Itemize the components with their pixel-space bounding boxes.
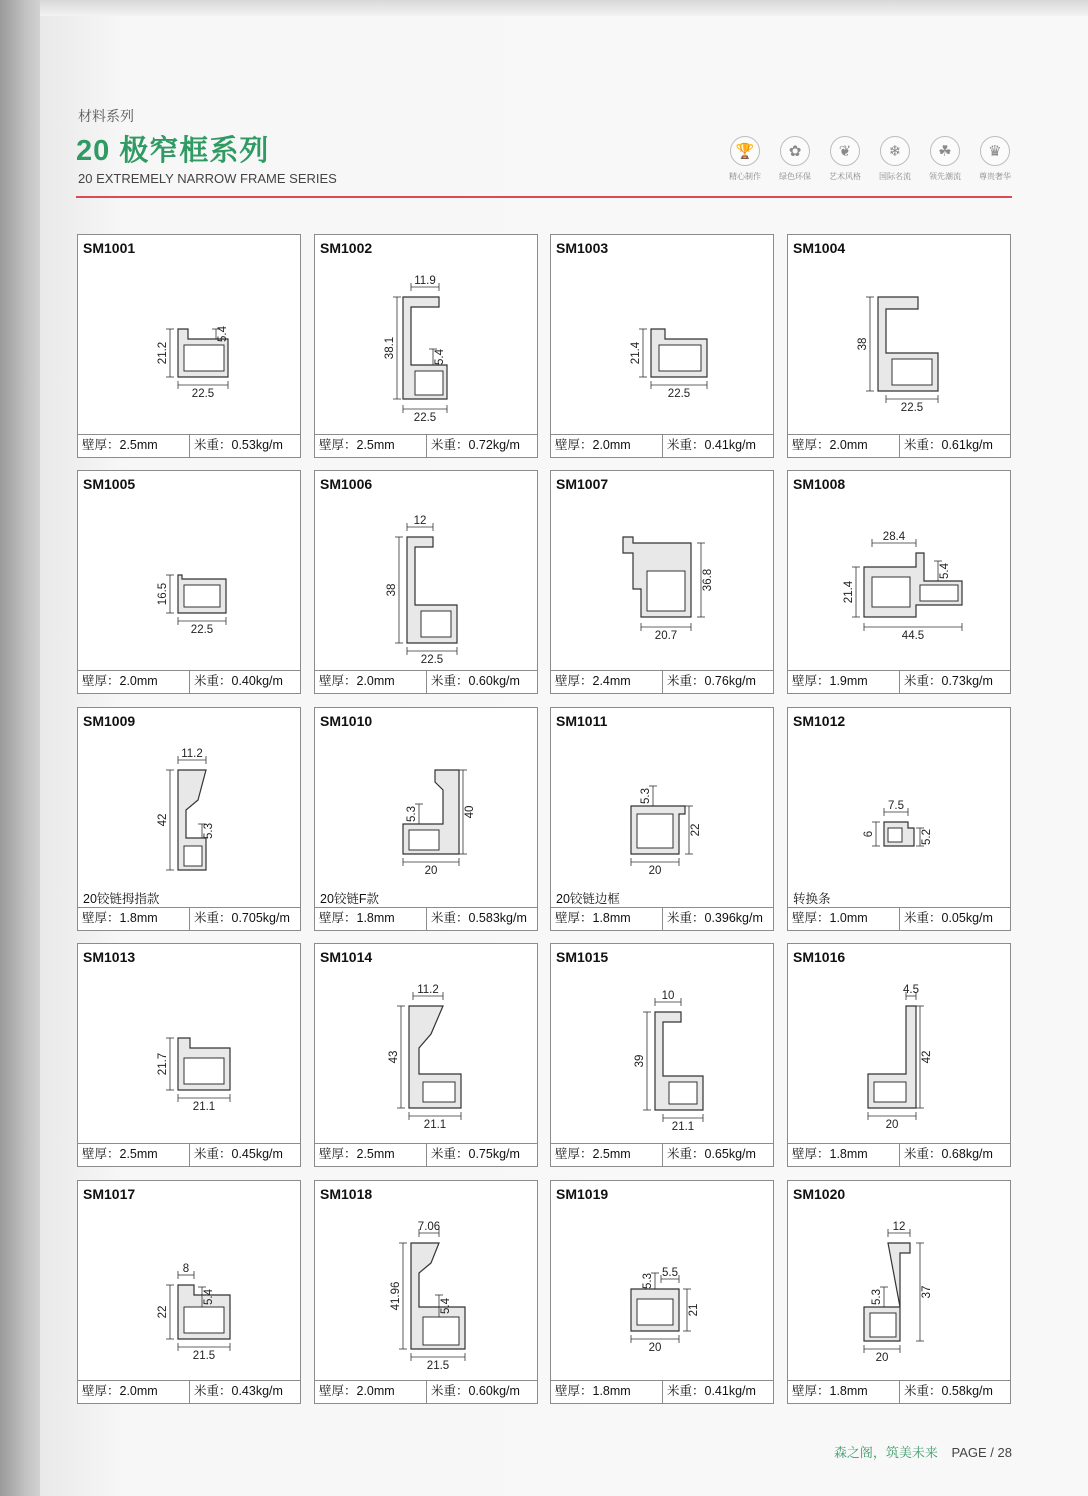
wall-thickness: 壁厚：1.8mm	[788, 1144, 900, 1166]
feature-6	[970, 136, 1020, 182]
footer-slogan: 森之阁，筑美未来	[833, 1445, 938, 1460]
dimension-label: 22.5	[667, 388, 691, 400]
dimension-label: 5.4	[939, 563, 951, 579]
spec-row	[78, 1380, 300, 1403]
product-code: SM1005	[83, 476, 136, 492]
wall-thickness: 壁厚：2.0mm	[78, 1381, 190, 1403]
product-code: SM1001	[83, 240, 136, 256]
product-code: SM1007	[556, 476, 609, 492]
profile-drawing	[78, 966, 302, 1124]
profile-chamber	[421, 611, 451, 637]
dimension-label: 11.2	[181, 748, 203, 760]
dimension-label: 21.2	[157, 341, 169, 365]
dimension-label: 22.5	[413, 412, 437, 424]
wall-thickness: 壁厚：1.9mm	[788, 671, 900, 693]
dimension-label: 40	[464, 805, 476, 819]
wall-thickness: 壁厚：1.8mm	[788, 1381, 900, 1403]
product-code: SM1009	[83, 713, 136, 729]
dimension-label: 11.9	[414, 275, 436, 287]
page-subtitle: 20 EXTREMELY NARROW FRAME SERIES	[78, 171, 337, 186]
spec-row	[315, 1380, 537, 1403]
meter-weight: 米重：0.583kg/m	[431, 911, 527, 925]
spec-row	[788, 434, 1010, 457]
product-card	[77, 1180, 301, 1404]
dimension-label: 22.5	[420, 654, 444, 666]
wall-thickness: 壁厚：2.5mm	[551, 1144, 663, 1166]
page-title: 20 极窄框系列	[76, 135, 270, 167]
product-card	[77, 707, 301, 931]
meter-weight: 米重：0.60kg/m	[431, 1384, 520, 1398]
spec-row	[788, 1143, 1010, 1166]
wall-thickness: 壁厚：2.5mm	[315, 435, 427, 457]
profile-chamber	[184, 846, 202, 866]
profile-chamber	[637, 814, 673, 848]
dimension-label: 10	[661, 990, 675, 1002]
feature-label: 国际名流	[879, 172, 911, 181]
meter-weight: 米重：0.41kg/m	[667, 1384, 756, 1398]
page-number: PAGE / 28	[951, 1445, 1012, 1460]
profile-chamber	[415, 371, 443, 395]
dimension-label: 22.5	[191, 388, 215, 400]
profile-drawing	[315, 257, 539, 424]
feature-1	[720, 136, 770, 182]
profile-drawing	[788, 730, 1012, 888]
product-card	[314, 234, 538, 458]
dimension-label: 43	[388, 1050, 400, 1064]
meter-weight: 米重：0.61kg/m	[904, 438, 993, 452]
profile-drawing	[551, 966, 775, 1133]
spec-row	[551, 670, 773, 693]
meter-weight: 米重：0.396kg/m	[667, 911, 763, 925]
dimension-label: 4.5	[903, 984, 919, 996]
spec-row	[78, 907, 300, 930]
dimension-label: 5.4	[203, 1289, 215, 1305]
page-top-shadow	[40, 0, 1088, 16]
dimension-label: 38	[386, 583, 398, 597]
profile-drawing	[78, 1203, 302, 1361]
dimension-label: 42	[157, 813, 169, 827]
dimension-label: 22.5	[900, 402, 924, 414]
dimension-label: 38.1	[384, 336, 396, 360]
meter-weight: 米重：0.73kg/m	[904, 674, 993, 688]
product-code: SM1014	[320, 949, 373, 965]
dimension-label: 21.1	[423, 1119, 447, 1131]
dimension-label: 8	[182, 1263, 190, 1275]
feature-label: 领先潮流	[929, 172, 961, 181]
spec-row	[788, 907, 1010, 930]
wall-thickness: 壁厚：2.0mm	[788, 435, 900, 457]
product-code: SM1011	[556, 713, 608, 729]
meter-weight: 米重：0.41kg/m	[667, 438, 756, 452]
dimension-label: 21.4	[630, 341, 642, 365]
product-card	[787, 707, 1011, 931]
product-card	[314, 707, 538, 931]
product-card	[550, 234, 774, 458]
feature-label: 精心制作	[729, 172, 761, 181]
meter-weight: 米重：0.705kg/m	[194, 911, 290, 925]
product-code: SM1015	[556, 949, 609, 965]
dimension-label: 5.2	[921, 829, 933, 845]
product-code: SM1012	[793, 713, 846, 729]
dimension-label: 21.4	[843, 580, 855, 604]
profile-chamber	[184, 1058, 224, 1084]
product-card	[550, 470, 774, 694]
profile-drawing	[788, 257, 1012, 415]
dimension-label: 20	[424, 865, 438, 877]
meter-weight: 米重：0.43kg/m	[194, 1384, 283, 1398]
product-code: SM1004	[793, 240, 846, 256]
product-card	[787, 234, 1011, 458]
dimension-label: 21.1	[671, 1121, 695, 1133]
dimension-label: 5.4	[434, 349, 446, 365]
dimension-label: 22	[690, 823, 702, 837]
product-card	[550, 943, 774, 1167]
dimension-label: 20.7	[654, 630, 678, 642]
dimension-label: 12	[413, 515, 427, 527]
dimension-label: 5.3	[406, 806, 418, 822]
meter-weight: 米重：0.60kg/m	[431, 674, 520, 688]
product-card	[314, 943, 538, 1167]
dimension-label: 39	[634, 1054, 646, 1068]
meter-weight: 米重：0.58kg/m	[904, 1384, 993, 1398]
profile-chamber	[659, 345, 701, 371]
wall-thickness: 壁厚：2.5mm	[78, 435, 190, 457]
feature-label: 艺术风格	[829, 172, 861, 181]
profile-drawing	[551, 1203, 775, 1361]
wall-thickness: 壁厚：2.5mm	[78, 1144, 190, 1166]
product-code: SM1018	[320, 1186, 373, 1202]
wall-thickness: 壁厚：1.0mm	[788, 908, 900, 930]
product-code: SM1016	[793, 949, 846, 965]
dimension-label: 5.4	[217, 326, 229, 342]
dimension-label: 5.3	[203, 823, 215, 839]
feature-label: 尊贵奢华	[979, 172, 1011, 181]
product-code: SM1002	[320, 240, 373, 256]
product-card	[787, 943, 1011, 1167]
profile-chamber	[892, 359, 932, 385]
profile-chamber	[888, 828, 902, 842]
spec-row	[551, 1380, 773, 1403]
header-divider	[76, 196, 1012, 198]
wall-thickness: 壁厚：1.8mm	[78, 908, 190, 930]
product-card	[787, 1180, 1011, 1404]
dimension-label: 21.7	[157, 1052, 169, 1076]
meter-weight: 米重：0.05kg/m	[904, 911, 993, 925]
dimension-label: 38	[857, 337, 869, 351]
dimension-label: 44.5	[901, 630, 925, 642]
product-code: SM1013	[83, 949, 136, 965]
product-card	[77, 470, 301, 694]
meter-weight: 米重：0.53kg/m	[194, 438, 283, 452]
spec-row	[788, 670, 1010, 693]
product-code: SM1010	[320, 713, 373, 729]
spec-row	[315, 670, 537, 693]
dimension-label: 5.3	[642, 1273, 654, 1289]
spec-row	[315, 907, 537, 930]
product-code: SM1008	[793, 476, 846, 492]
profile-drawing	[551, 257, 775, 415]
spec-row	[315, 1143, 537, 1166]
product-card	[314, 1180, 538, 1404]
profile-drawing	[788, 966, 1012, 1131]
dimension-label: 21.5	[192, 1350, 216, 1362]
spec-row	[78, 434, 300, 457]
spec-row	[551, 907, 773, 930]
product-card	[550, 1180, 774, 1404]
dimension-label: 20	[648, 865, 662, 877]
profile-chamber	[423, 1082, 455, 1102]
dimension-label: 11.2	[417, 984, 439, 996]
product-note: 20铰链拇指款	[83, 892, 160, 906]
dimension-label: 21.5	[426, 1360, 450, 1372]
wall-thickness: 壁厚：2.0mm	[315, 1381, 427, 1403]
profile-chamber	[872, 577, 910, 607]
profile-chamber	[870, 1313, 896, 1337]
product-card	[314, 470, 538, 694]
feature-label: 绿色环保	[779, 172, 811, 181]
meter-weight: 米重：0.65kg/m	[667, 1147, 756, 1161]
dimension-label: 42	[921, 1050, 933, 1064]
dimension-label: 41.96	[390, 1281, 402, 1311]
profile-drawing	[551, 730, 775, 888]
dimension-label: 16.5	[157, 582, 169, 606]
wall-thickness: 壁厚：2.5mm	[315, 1144, 427, 1166]
product-note: 转换条	[793, 892, 831, 906]
meter-weight: 米重：0.75kg/m	[431, 1147, 520, 1161]
meter-weight: 米重：0.76kg/m	[667, 674, 756, 688]
profile-drawing	[788, 493, 1012, 651]
dimension-label: 5.5	[662, 1267, 678, 1279]
product-note: 20铰链F款	[320, 892, 380, 906]
profile-drawing	[78, 257, 302, 415]
profile-chamber	[423, 1317, 459, 1345]
meter-weight: 米重：0.68kg/m	[904, 1147, 993, 1161]
dimension-label: 21	[688, 1303, 700, 1317]
dimension-label: 22	[157, 1305, 169, 1319]
product-card	[550, 707, 774, 931]
wall-thickness: 壁厚：2.4mm	[551, 671, 663, 693]
profile-chamber	[409, 830, 439, 850]
wall-thickness: 壁厚：2.0mm	[551, 435, 663, 457]
meter-weight: 米重：0.45kg/m	[194, 1147, 283, 1161]
product-note: 20铰链边框	[556, 892, 620, 906]
dimension-label: 21.1	[192, 1101, 216, 1113]
wall-thickness: 壁厚：1.8mm	[315, 908, 427, 930]
profile-drawing	[315, 966, 539, 1131]
feature-3	[820, 136, 870, 182]
product-code: SM1017	[83, 1186, 136, 1202]
dimension-label: 20	[648, 1342, 662, 1354]
product-code: SM1006	[320, 476, 373, 492]
profile-chamber	[874, 1082, 906, 1102]
spec-row	[315, 434, 537, 457]
dimension-label: 6	[863, 830, 875, 838]
spec-row	[551, 434, 773, 457]
profile-drawing	[315, 493, 539, 666]
dimension-label: 5.4	[440, 1298, 452, 1314]
product-card	[787, 470, 1011, 694]
dimension-label: 22.5	[190, 624, 214, 636]
profile-drawing	[551, 493, 775, 651]
profile-drawing	[788, 1203, 1012, 1364]
profile-chamber	[920, 585, 958, 601]
dimension-label: 28.4	[882, 531, 906, 543]
leaf-icon: ❦	[830, 136, 860, 166]
meter-weight: 米重：0.40kg/m	[194, 674, 283, 688]
dimension-label: 5.3	[640, 788, 652, 804]
product-card	[77, 943, 301, 1167]
page-footer	[834, 1442, 1012, 1461]
product-code: SM1019	[556, 1186, 609, 1202]
profile-drawing	[315, 730, 539, 888]
wall-thickness: 壁厚：2.0mm	[315, 671, 427, 693]
profile-chamber	[184, 585, 220, 607]
tree-icon: ✿	[780, 136, 810, 166]
dimension-label: 7.06	[417, 1221, 441, 1233]
product-code: SM1003	[556, 240, 609, 256]
feature-4	[870, 136, 920, 182]
profile-chamber	[637, 1299, 673, 1325]
dimension-label: 36.8	[702, 568, 714, 592]
spec-row	[551, 1143, 773, 1166]
spec-row	[78, 670, 300, 693]
section-label: 材料系列	[78, 108, 134, 124]
dimension-label: 37	[921, 1285, 933, 1299]
profile-chamber	[184, 345, 224, 371]
spec-row	[78, 1143, 300, 1166]
wall-thickness: 壁厚：2.0mm	[78, 671, 190, 693]
feature-5	[920, 136, 970, 182]
snowflake-icon: ❄	[880, 136, 910, 166]
dimension-label: 20	[885, 1119, 899, 1131]
hands-icon: ☘	[930, 136, 960, 166]
profile-drawing	[78, 730, 302, 888]
dimension-label: 5.3	[871, 1289, 883, 1305]
profile-drawing	[315, 1203, 539, 1372]
trophy-icon: 🏆	[730, 136, 760, 166]
wall-thickness: 壁厚：1.8mm	[551, 908, 663, 930]
wall-thickness: 壁厚：1.8mm	[551, 1381, 663, 1403]
product-code: SM1020	[793, 1186, 846, 1202]
profile-chamber	[184, 1307, 224, 1333]
dimension-label: 20	[875, 1352, 889, 1364]
feature-2	[770, 136, 820, 182]
dimension-label: 7.5	[888, 800, 904, 812]
crown-icon: ♛	[980, 136, 1010, 166]
meter-weight: 米重：0.72kg/m	[431, 438, 520, 452]
dimension-label: 12	[892, 1221, 906, 1233]
product-card	[77, 234, 301, 458]
spec-row	[788, 1380, 1010, 1403]
profile-drawing	[78, 493, 302, 651]
feature-icon-row	[720, 136, 1020, 186]
profile-chamber	[647, 571, 685, 611]
profile-chamber	[669, 1082, 697, 1104]
